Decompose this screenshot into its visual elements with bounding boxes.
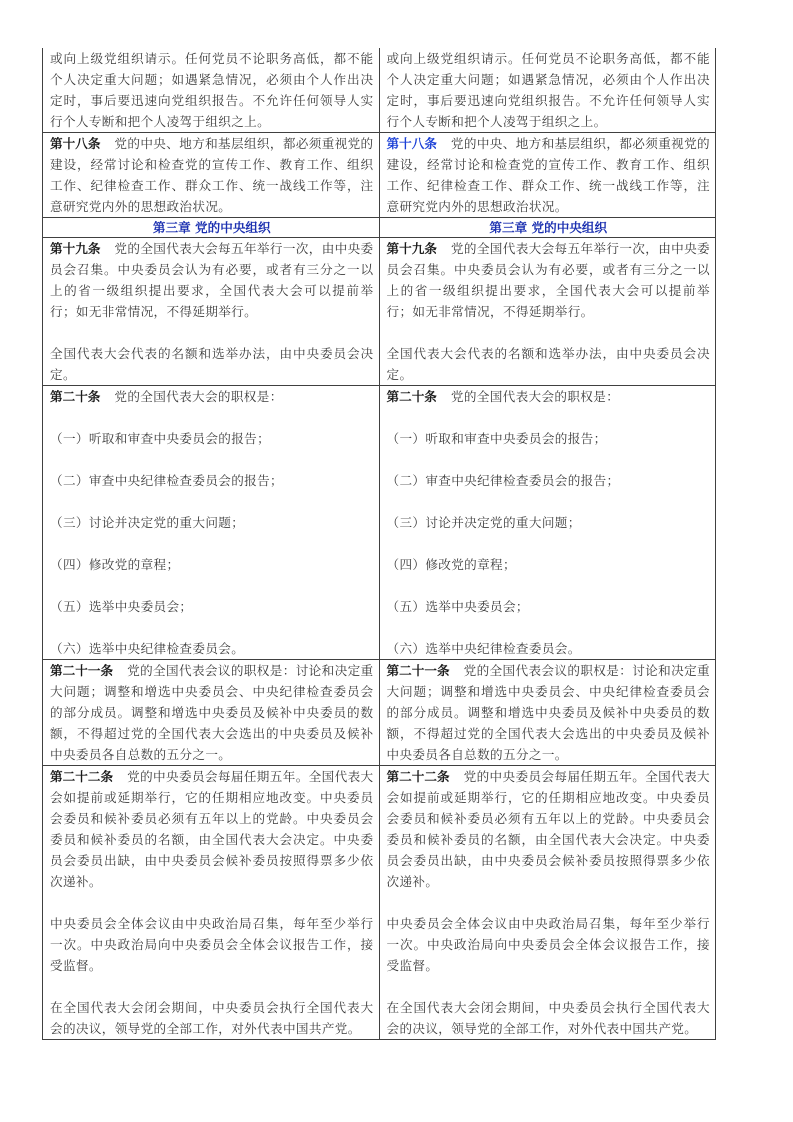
- article-21: [50, 660, 374, 765]
- article-text: 党的全国代表大会每五年举行一次，由中央委员会召集。中央委员会认为有必要，或者有三分之一以上的省一级组织提出要求，全国代表大会可以提前举行；如无非常情况，不得延期举行。: [386, 241, 711, 319]
- list-item: （三）讨论并决定党的重大问题；: [386, 515, 581, 530]
- table-row: [43, 386, 716, 660]
- chapter-row: [43, 218, 716, 238]
- table-row: [43, 133, 716, 218]
- cell-right: [379, 238, 716, 386]
- cell-left: [43, 133, 380, 218]
- cell-right: [379, 766, 716, 1040]
- paragraph: 或向上级党组织请示。任何党员不论职务高低，都不能个人决定重大问题；如遇紧急情况，必须由个人作出决定时，事后要迅速向党组织报告。不允许任何领导人实行个人专断和把个人凌驾于组织之上。: [50, 51, 374, 129]
- article-20: [387, 386, 711, 407]
- article-label: 第二十二条: [50, 769, 114, 784]
- article-label: 第二十一条: [386, 663, 450, 678]
- list-item: （一）听取和审查中央委员会的报告；: [50, 431, 271, 446]
- list-item: （六）选举中央纪律检查委员会。: [50, 641, 245, 656]
- chapter-title-right: 第三章 党的中央组织: [379, 218, 716, 238]
- article-text: 党的全国代表大会每五年举行一次，由中央委员会召集。中央委员会认为有必要，或者有三分之一以上的省一级组织提出要求，全国代表大会可以提前举行；如无非常情况，不得延期举行。: [50, 241, 374, 319]
- table-row: [43, 660, 716, 766]
- list-item: （五）选举中央委员会；: [50, 599, 193, 614]
- cell-right: [379, 48, 716, 133]
- article-text: 党的全国代表会议的职权是：讨论和决定重大问题；调整和增选中央委员会、中央纪律检查委员会的部分成员。调整和增选中央委员及候补中央委员的数额，不得超过党的全国代表大会选出的中央委员及候补中央委员各自总数的五分之一。: [50, 663, 374, 762]
- article-19: [50, 238, 374, 322]
- paragraph: 或向上级党组织请示。任何党员不论职务高低，都不能个人决定重大问题；如遇紧急情况，必须由个人作出决定时，事后要迅速向党组织报告。不允许任何领导人实行个人专断和把个人凌驾于组织之上。: [386, 51, 710, 129]
- article-text: 党的中央、地方和基层组织，都必须重视党的建设，经常讨论和检查党的宣传工作、教育工作、组织工作、纪律检查工作、群众工作、统一战线工作等，注意研究党内外的思想政治状况。: [386, 136, 711, 214]
- table-row: [43, 48, 716, 133]
- list-item: （三）讨论并决定党的重大问题；: [50, 515, 245, 530]
- list-item: （六）选举中央纪律检查委员会。: [386, 641, 581, 656]
- article-text: 党的全国代表会议的职权是：讨论和决定重大问题；调整和增选中央委员会、中央纪律检查委员会的部分成员。调整和增选中央委员及候补中央委员的数额，不得超过党的全国代表大会选出的中央委员及候补中央委员各自总数的五分之一。: [386, 663, 711, 762]
- article-text: 党的中央委员会每届任期五年。全国代表大会如提前或延期举行，它的任期相应地改变。中央委员会委员和候补委员必须有五年以上的党龄。中央委员会委员和候补委员的名额，由全国代表大会决定。中央委员会委员出缺，由中央委员会候补委员按照得票多少依次递补。: [386, 769, 711, 889]
- article-18: [50, 133, 374, 217]
- list-item: （四）修改党的章程；: [386, 557, 516, 572]
- article-label: 第十九条: [50, 241, 101, 256]
- article-text: 党的全国代表大会的职权是：: [450, 389, 620, 404]
- cell-left: [43, 386, 380, 660]
- paragraph: 全国代表大会代表的名额和选举办法，由中央委员会决定。: [386, 346, 710, 382]
- cell-left: [43, 48, 380, 133]
- article-text: 党的中央、地方和基层组织，都必须重视党的建设，经常讨论和检查党的宣传工作、教育工作、组织工作、纪律检查工作、群众工作、统一战线工作等，注意研究党内外的思想政治状况。: [50, 136, 374, 214]
- article-label: 第二十条: [386, 389, 437, 404]
- paragraph: 全国代表大会代表的名额和选举办法，由中央委员会决定。: [50, 346, 374, 382]
- cell-left: [43, 766, 380, 1040]
- article-label-highlighted: 第十八条: [386, 136, 437, 151]
- list-item: （二）审查中央纪律检查委员会的报告；: [50, 473, 283, 488]
- paragraph: 在全国代表大会闭会期间，中央委员会执行全国代表大会的决议，领导党的全部工作，对外代表中国共产党。: [386, 1000, 710, 1036]
- article-19: [387, 238, 711, 322]
- article-22: [50, 766, 374, 892]
- paragraph: 在全国代表大会闭会期间，中央委员会执行全国代表大会的决议，领导党的全部工作，对外代表中国共产党。: [50, 1000, 374, 1036]
- paragraph: 中央委员会全体会议由中央政治局召集，每年至少举行一次。中央政治局向中央委员会全体会议报告工作，接受监督。: [386, 916, 710, 973]
- article-text: 党的全国代表大会的职权是：: [114, 389, 283, 404]
- list-item: （一）听取和审查中央委员会的报告；: [386, 431, 607, 446]
- cell-left: [43, 238, 380, 386]
- table-row: [43, 766, 716, 1040]
- list-item: （二）审查中央纪律检查委员会的报告；: [386, 473, 620, 488]
- chapter-title-left: 第三章 党的中央组织: [43, 218, 380, 238]
- table-row: [43, 238, 716, 386]
- article-label: 第二十条: [50, 389, 101, 404]
- cell-right: [379, 133, 716, 218]
- list-item: （四）修改党的章程；: [50, 557, 180, 572]
- article-label: 第十八条: [50, 136, 101, 151]
- paragraph: 中央委员会全体会议由中央政治局召集，每年至少举行一次。中央政治局向中央委员会全体会议报告工作，接受监督。: [50, 916, 374, 973]
- article-label: 第二十一条: [50, 663, 114, 678]
- article-label: 第二十二条: [386, 769, 450, 784]
- article-label: 第十九条: [386, 241, 437, 256]
- article-20: [50, 386, 374, 407]
- cell-left: [43, 660, 380, 766]
- article-text: 党的中央委员会每届任期五年。全国代表大会如提前或延期举行，它的任期相应地改变。中央委员会委员和候补委员必须有五年以上的党龄。中央委员会委员和候补委员的名额，由全国代表大会决定。中央委员会委员出缺，由中央委员会候补委员按照得票多少依次递补。: [50, 769, 374, 889]
- article-22: [387, 766, 711, 892]
- cell-right: [379, 660, 716, 766]
- list-item: （五）选举中央委员会；: [386, 599, 529, 614]
- article-18: [387, 133, 711, 217]
- cell-right: [379, 386, 716, 660]
- comparison-table: [42, 48, 716, 1040]
- article-21: [387, 660, 711, 765]
